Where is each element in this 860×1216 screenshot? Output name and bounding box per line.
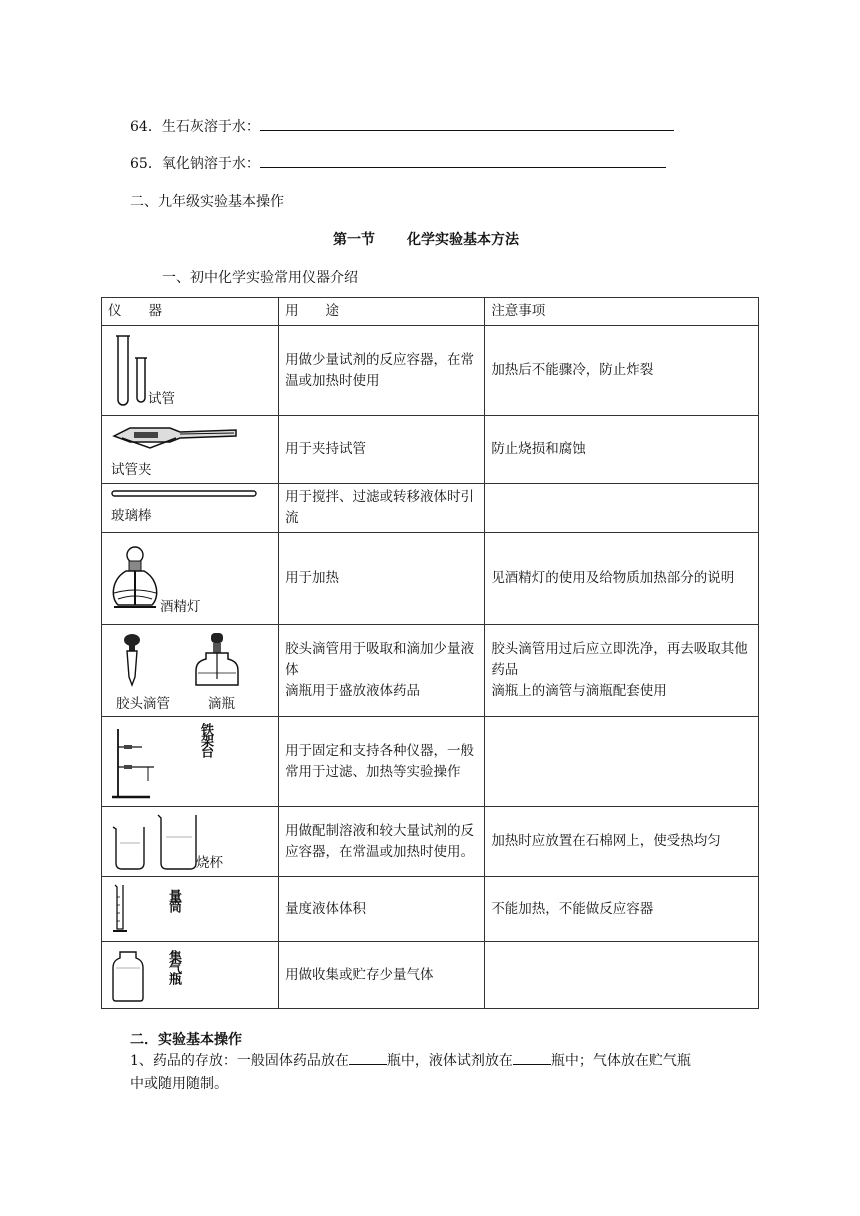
instrument-name: 铁架台 [198, 723, 213, 756]
section-name: 化学实验基本方法 [407, 232, 519, 248]
graduated-cylinder-icon [110, 883, 130, 937]
instrument-name: 烧杯 [196, 855, 223, 871]
part2-paragraph-end: 中或随用随制。 [130, 1076, 228, 1092]
table-row [102, 807, 759, 877]
note-cell: 加热后不能骤冷，防止炸裂 [485, 326, 759, 416]
instrument-cell [102, 533, 279, 625]
header-note: 注意事项 [485, 298, 759, 326]
para-text: 瓶中；气体放在贮气瓶 [550, 1053, 691, 1069]
note-line: 胶头滴管用过后应立即洗净，再去吸取其他药品 [491, 641, 748, 678]
use-cell: 用于固定和支持各种仪器，一般常用于过滤、加热等实验操作 [279, 717, 485, 807]
beaker-icon [110, 813, 202, 871]
subsection-heading: 一、初中化学实验常用仪器介绍 [162, 270, 358, 286]
use-cell: 量度液体体积 [279, 877, 485, 942]
note-cell: 加热时应放置在石棉网上，使受热均匀 [485, 807, 759, 877]
note-cell [485, 625, 759, 717]
instrument-cell [102, 942, 279, 1009]
use-cell: 用于夹持试管 [279, 416, 485, 484]
iron-stand-icon [110, 725, 170, 803]
header-use: 用 途 [279, 298, 485, 326]
item-64 [130, 116, 674, 136]
use-cell: 用做收集或贮存少量气体 [279, 942, 485, 1009]
instrument-name: 集气瓶 [166, 950, 181, 983]
note-line: 滴瓶上的滴管与滴瓶配套使用 [491, 683, 667, 699]
note-cell [485, 942, 759, 1009]
liquid-bottle-blank[interactable] [513, 1052, 551, 1065]
use-line: 滴瓶用于盛放液体药品 [285, 683, 421, 699]
use-line: 胶头滴管用于吸取和滴加少量液体 [285, 641, 475, 678]
gas-jar-icon [110, 948, 146, 1004]
dropper-icon [120, 633, 144, 689]
item-65 [130, 153, 666, 173]
instrument-cell [102, 484, 279, 533]
instrument-name-2: 滴瓶 [208, 696, 235, 712]
table-row [102, 942, 759, 1009]
table-row [102, 625, 759, 717]
instrument-name: 酒精灯 [160, 599, 201, 615]
dropping-bottle-icon [194, 631, 240, 689]
note-cell: 见酒精灯的使用及给物质加热部分的说明 [485, 533, 759, 625]
use-cell: 用于搅拌、过滤或转移液体时引流 [279, 484, 485, 533]
table-row [102, 416, 759, 484]
section-heading: 二、九年级实验基本操作 [130, 194, 284, 210]
instrument-table [101, 297, 759, 1009]
use-cell: 用于加热 [279, 533, 485, 625]
use-cell [279, 625, 485, 717]
section-number: 第一节 [333, 232, 375, 248]
glass-rod-icon [110, 489, 260, 499]
instrument-name: 试管 [148, 391, 175, 407]
table-row [102, 877, 759, 942]
table-row [102, 717, 759, 807]
section-title [333, 229, 519, 249]
instrument-name: 胶头滴管 [116, 696, 170, 712]
instrument-cell [102, 807, 279, 877]
instrument-cell [102, 326, 279, 416]
instrument-name: 试管夹 [111, 462, 152, 478]
answer-blank-65[interactable] [260, 155, 666, 168]
header-instrument: 仪 器 [102, 298, 279, 326]
table-row [102, 326, 759, 416]
table-header-row [102, 298, 759, 326]
note-cell [485, 484, 759, 533]
instrument-cell [102, 625, 279, 717]
item-64-label: 64．生石灰溶于水： [130, 119, 260, 135]
instrument-name: 玻璃棒 [111, 508, 152, 524]
item-65-label: 65．氧化钠溶于水： [130, 156, 260, 172]
instrument-name: 量筒 [166, 889, 181, 911]
test-tube-holder-icon [110, 422, 240, 452]
alcohol-lamp-icon [108, 539, 168, 619]
note-cell [485, 717, 759, 807]
para-text: 1、药品的存放：一般固体药品放在 [130, 1053, 349, 1069]
para-text: 瓶中，液体试剂放在 [386, 1053, 513, 1069]
table-row [102, 484, 759, 533]
part2-heading: 二．实验基本操作 [130, 1032, 242, 1048]
solid-bottle-blank[interactable] [349, 1052, 387, 1065]
answer-blank-64[interactable] [260, 118, 674, 131]
instrument-cell [102, 717, 279, 807]
use-cell: 用做配制溶液和较大量试剂的反应容器，在常温或加热时使用。 [279, 807, 485, 877]
part2-paragraph [130, 1050, 691, 1070]
instrument-cell [102, 877, 279, 942]
note-cell: 防止烧损和腐蚀 [485, 416, 759, 484]
instrument-cell [102, 416, 279, 484]
table-row [102, 533, 759, 625]
use-cell: 用做少量试剂的反应容器，在常温或加热时使用 [279, 326, 485, 416]
note-cell: 不能加热，不能做反应容器 [485, 877, 759, 942]
